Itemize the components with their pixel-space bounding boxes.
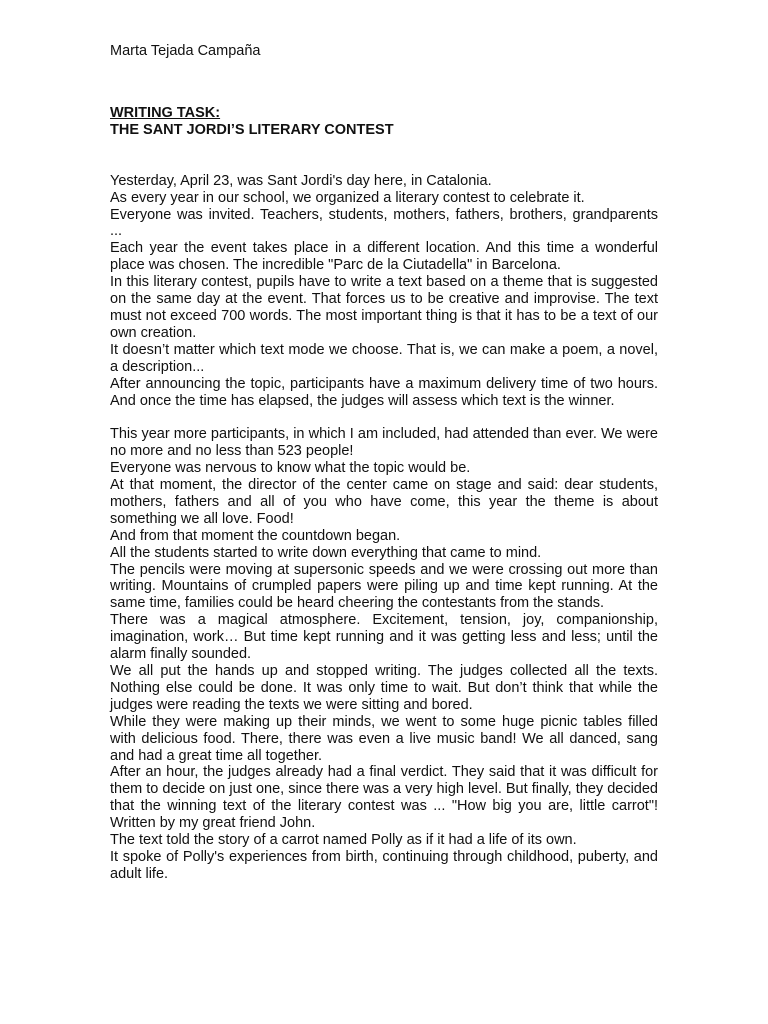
paragraph: All the students started to write down everything that came to mind. [110,544,542,561]
document-page [110,43,658,883]
author-name: Marta Tejada Campaña [110,43,261,59]
document-body [110,173,658,883]
paragraph: There was a magical atmosphere. Excitement, tension, joy, companionship, imagination, work… But time kept running and it was getting less and less; until the alarm finally sounded. [110,612,658,663]
paragraph: In this literary contest, pupils have to write a text based on a theme that is suggested on the same day at the event. That forces us to be creative and improvise. The text must not exceed 700 words. The most important thing is that it has to be a text of our own creation. [110,274,658,341]
task-label: WRITING TASK: [110,104,221,121]
document-title: THE SANT JORDI’S LITERARY CONTEST [110,121,394,138]
paragraph: Each year the event takes place in a different location. And this time a wonderful place was chosen. The incredible "Parc de la Ciutadella" in Barcelona. [110,240,658,274]
paragraph: The text told the story of a carrot named Polly as if it had a life of its own. [110,832,577,849]
paragraph: At that moment, the director of the center came on stage and said: dear students, mothers, fathers and all of you who have come, this year the theme is about something we all love. Food! [110,477,658,527]
paragraph: And from that moment the countdown began. [110,527,401,544]
document-heading [110,105,658,139]
paragraph: As every year in our school, we organized a literary contest to celebrate it. [110,189,585,206]
paragraph: This year more participants, in which I am included, had attended than ever. We were no more and no less than 523 people! [110,426,658,460]
paragraph: It spoke of Polly's experiences from birth, continuing through childhood, puberty, and adult life. [110,848,658,882]
paragraph: It doesn’t matter which text mode we choose. That is, we can make a poem, a novel, a description... [110,341,658,375]
paragraph: After an hour, the judges already had a final verdict. They said that it was difficult for them to decide on just one, since there was a very high level. But finally, they decided that the winning text of the literary contest was ... "How big you are, little carrot"! Written by my great friend John. [110,764,658,832]
paragraph: After announcing the topic, participants have a maximum delivery time of two hours. And once the time has elapsed, the judges will assess which text is the winner. [110,375,658,409]
paragraph: While they were making up their minds, we went to some huge picnic tables filled with delicious food. There, there was even a live music band! We all danced, sang and had a great time all together. [110,713,658,764]
paragraph: Yesterday, April 23, was Sant Jordi's day here, in Catalonia. [110,172,492,189]
paragraph: We all put the hands up and stopped writing. The judges collected all the texts. Nothing else could be done. It was only time to wait. But don’t think that while the judges were reading the texts we were sitting and bored. [110,662,658,713]
paragraph: The pencils were moving at supersonic speeds and we were crossing out more than writing. Mountains of crumpled papers were piling up and time kept running. At the same time, families could be heard cheering the contestants from the stands. [110,561,658,612]
paragraph: Everyone was nervous to know what the topic would be. [110,460,471,477]
paragraph: Everyone was invited. Teachers, students, mothers, fathers, brothers, grandparents ... [110,206,658,240]
